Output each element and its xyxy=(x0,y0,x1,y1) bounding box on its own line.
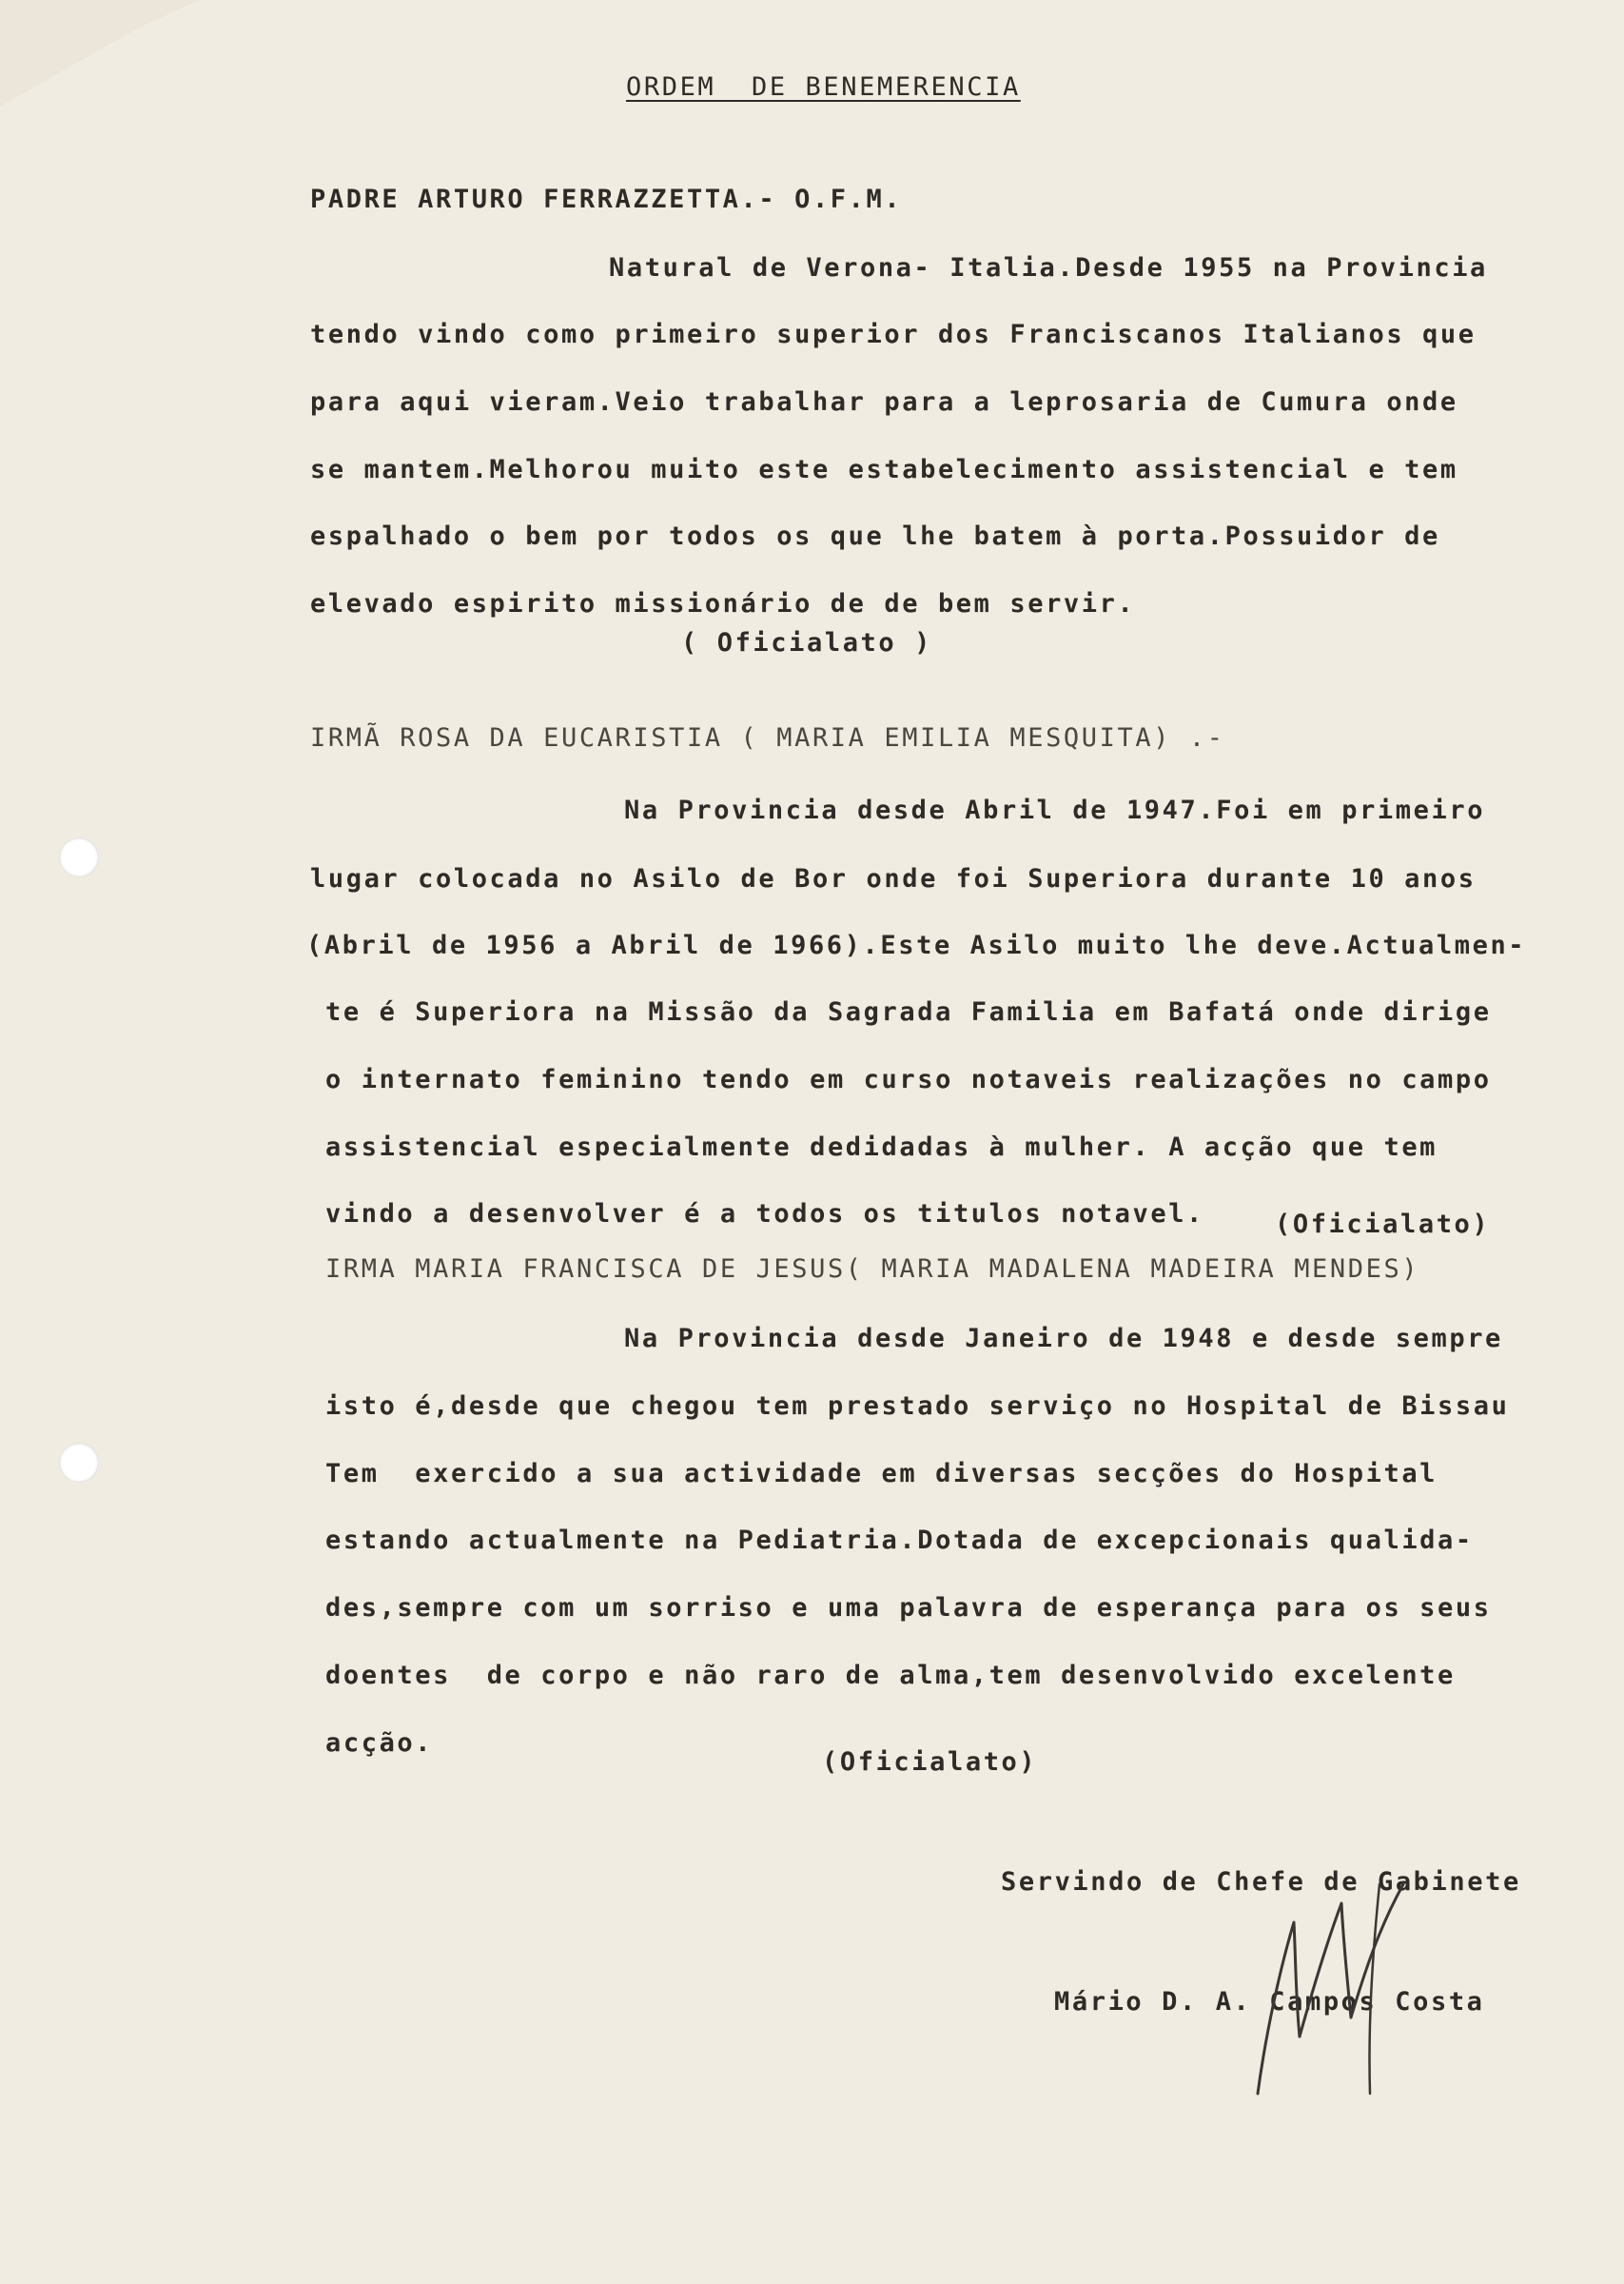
punch-hole xyxy=(59,837,99,877)
entry-1-name: PADRE ARTURO FERRAZZETTA.- O.F.M. xyxy=(310,185,903,214)
entry-2-line-3: (Abril de 1956 a Abril de 1966).Este Asilo muito lhe deve.Actualmen- xyxy=(306,931,1527,960)
entry-3-line-6: doentes de corpo e não raro de alma,tem desenvolvido excelente xyxy=(325,1661,1456,1690)
torn-corner xyxy=(0,0,200,152)
document-title: ORDEM DE BENEMERENCIA xyxy=(626,72,1021,102)
entry-1-line-5: espalhado o bem por todos os que lhe batem à porta.Possuidor de xyxy=(310,522,1440,551)
entry-3-line-4: estando actualmente na Pediatria.Dotada de excepcionais qualida- xyxy=(325,1526,1474,1555)
entry-1-line-1: Natural de Verona- Italia.Desde 1955 na Provincia xyxy=(609,253,1488,283)
entry-1-line-2: tendo vindo como primeiro superior dos Franciscanos Italianos que xyxy=(310,320,1477,349)
entry-2-line-7: vindo a desenvolver é a todos os titulos notavel. xyxy=(325,1199,1204,1229)
entry-2-name: IRMÃ ROSA DA EUCARISTIA ( MARIA EMILIA MESQUITA) .- xyxy=(310,723,1225,753)
entry-2-line-4: te é Superiora na Missão da Sagrada Familia em Bafatá onde dirige xyxy=(325,997,1492,1027)
entry-3-line-3: Tem exercido a sua actividade em diversas secções do Hospital xyxy=(325,1459,1438,1488)
entry-3-name: IRMA MARIA FRANCISCA DE JESUS( MARIA MADALENA MADEIRA MENDES) xyxy=(325,1254,1420,1284)
entry-1-line-3: para aqui vieram.Veio trabalhar para a leprosaria de Cumura onde xyxy=(310,387,1458,417)
entry-3-line-5: des,sempre com um sorriso e uma palavra de esperança para os seus xyxy=(325,1593,1492,1623)
entry-3-line-7: acção. xyxy=(325,1728,434,1758)
signatory-role: Servindo de Chefe de Gabinete xyxy=(1001,1867,1521,1897)
entry-3-grade: (Oficialato) xyxy=(822,1747,1038,1777)
entry-2-line-5: o internato feminino tendo em curso notaveis realizações no campo xyxy=(325,1065,1492,1094)
entry-2-line-1: Na Provincia desde Abril de 1947.Foi em primeiro xyxy=(624,796,1486,825)
handwritten-signature xyxy=(1237,1856,1418,2103)
entry-3-line-1: Na Provincia desde Janeiro de 1948 e desde sempre xyxy=(624,1324,1503,1353)
punch-hole xyxy=(59,1443,99,1483)
entry-2-grade: (Oficialato) xyxy=(1275,1210,1491,1239)
entry-2-line-6: assistencial especialmente dedidadas à mulher. A acção que tem xyxy=(325,1132,1438,1162)
entry-1-grade: ( Oficialato ) xyxy=(681,628,932,658)
entry-1-line-4: se mantem.Melhorou muito este estabelecimento assistencial e tem xyxy=(310,455,1458,484)
entry-1-line-6: elevado espirito missionário de de bem servir. xyxy=(310,589,1136,619)
entry-3-line-2: isto é,desde que chegou tem prestado serviço no Hospital de Bissau xyxy=(325,1391,1510,1421)
signatory-name: Mário D. A. Campos Costa xyxy=(1054,1987,1485,2017)
entry-2-line-2: lugar colocada no Asilo de Bor onde foi Superiora durante 10 anos xyxy=(310,864,1477,894)
